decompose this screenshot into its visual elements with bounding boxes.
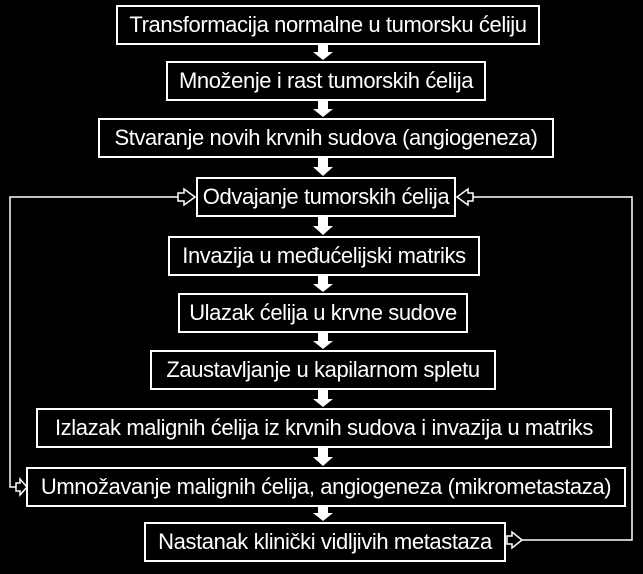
step-extravasation: Izlazak malignih ćelija iz krvnih sudova i invazija u matriks [36, 408, 612, 448]
step-micrometastasis: Umnožavanje malignih ćelija, angiogeneza (mikrometastaza) [26, 467, 626, 507]
left-loop-connector [10, 189, 195, 495]
down-arrow-3 [313, 158, 333, 176]
down-arrow-9 [313, 507, 333, 521]
step-transformation: Transformacija normalne u tumorsku ćeliju [116, 5, 540, 45]
left-loop-arrow-start [178, 189, 195, 205]
down-arrow-6 [313, 333, 333, 349]
down-arrow-8 [313, 448, 333, 466]
down-arrow-5 [313, 276, 333, 292]
step-clinical-metastases: Nastanak klinički vidljivih metastaza [144, 522, 506, 562]
down-arrow-2 [313, 101, 333, 117]
down-arrow-1 [313, 45, 333, 60]
step-proliferation: Množenje i rast tumorskih ćelija [166, 61, 486, 101]
step-matrix-invasion: Invazija u međućelijski matriks [168, 236, 480, 276]
step-angiogenesis: Stvaranje novih krvnih sudova (angiogeneza) [98, 118, 554, 158]
step-capillary-arrest: Zaustavljanje u kapilarnom spletu [150, 350, 496, 390]
step-intravasation: Ulazak ćelija u krvne sudove [178, 293, 468, 333]
step-detachment: Odvajanje tumorskih ćelija [196, 177, 456, 217]
right-loop-arrow-start [507, 532, 522, 548]
down-arrows [313, 45, 333, 521]
right-loop-arrow-end [457, 189, 473, 205]
down-arrow-4 [313, 217, 333, 235]
down-arrow-7 [313, 390, 333, 407]
